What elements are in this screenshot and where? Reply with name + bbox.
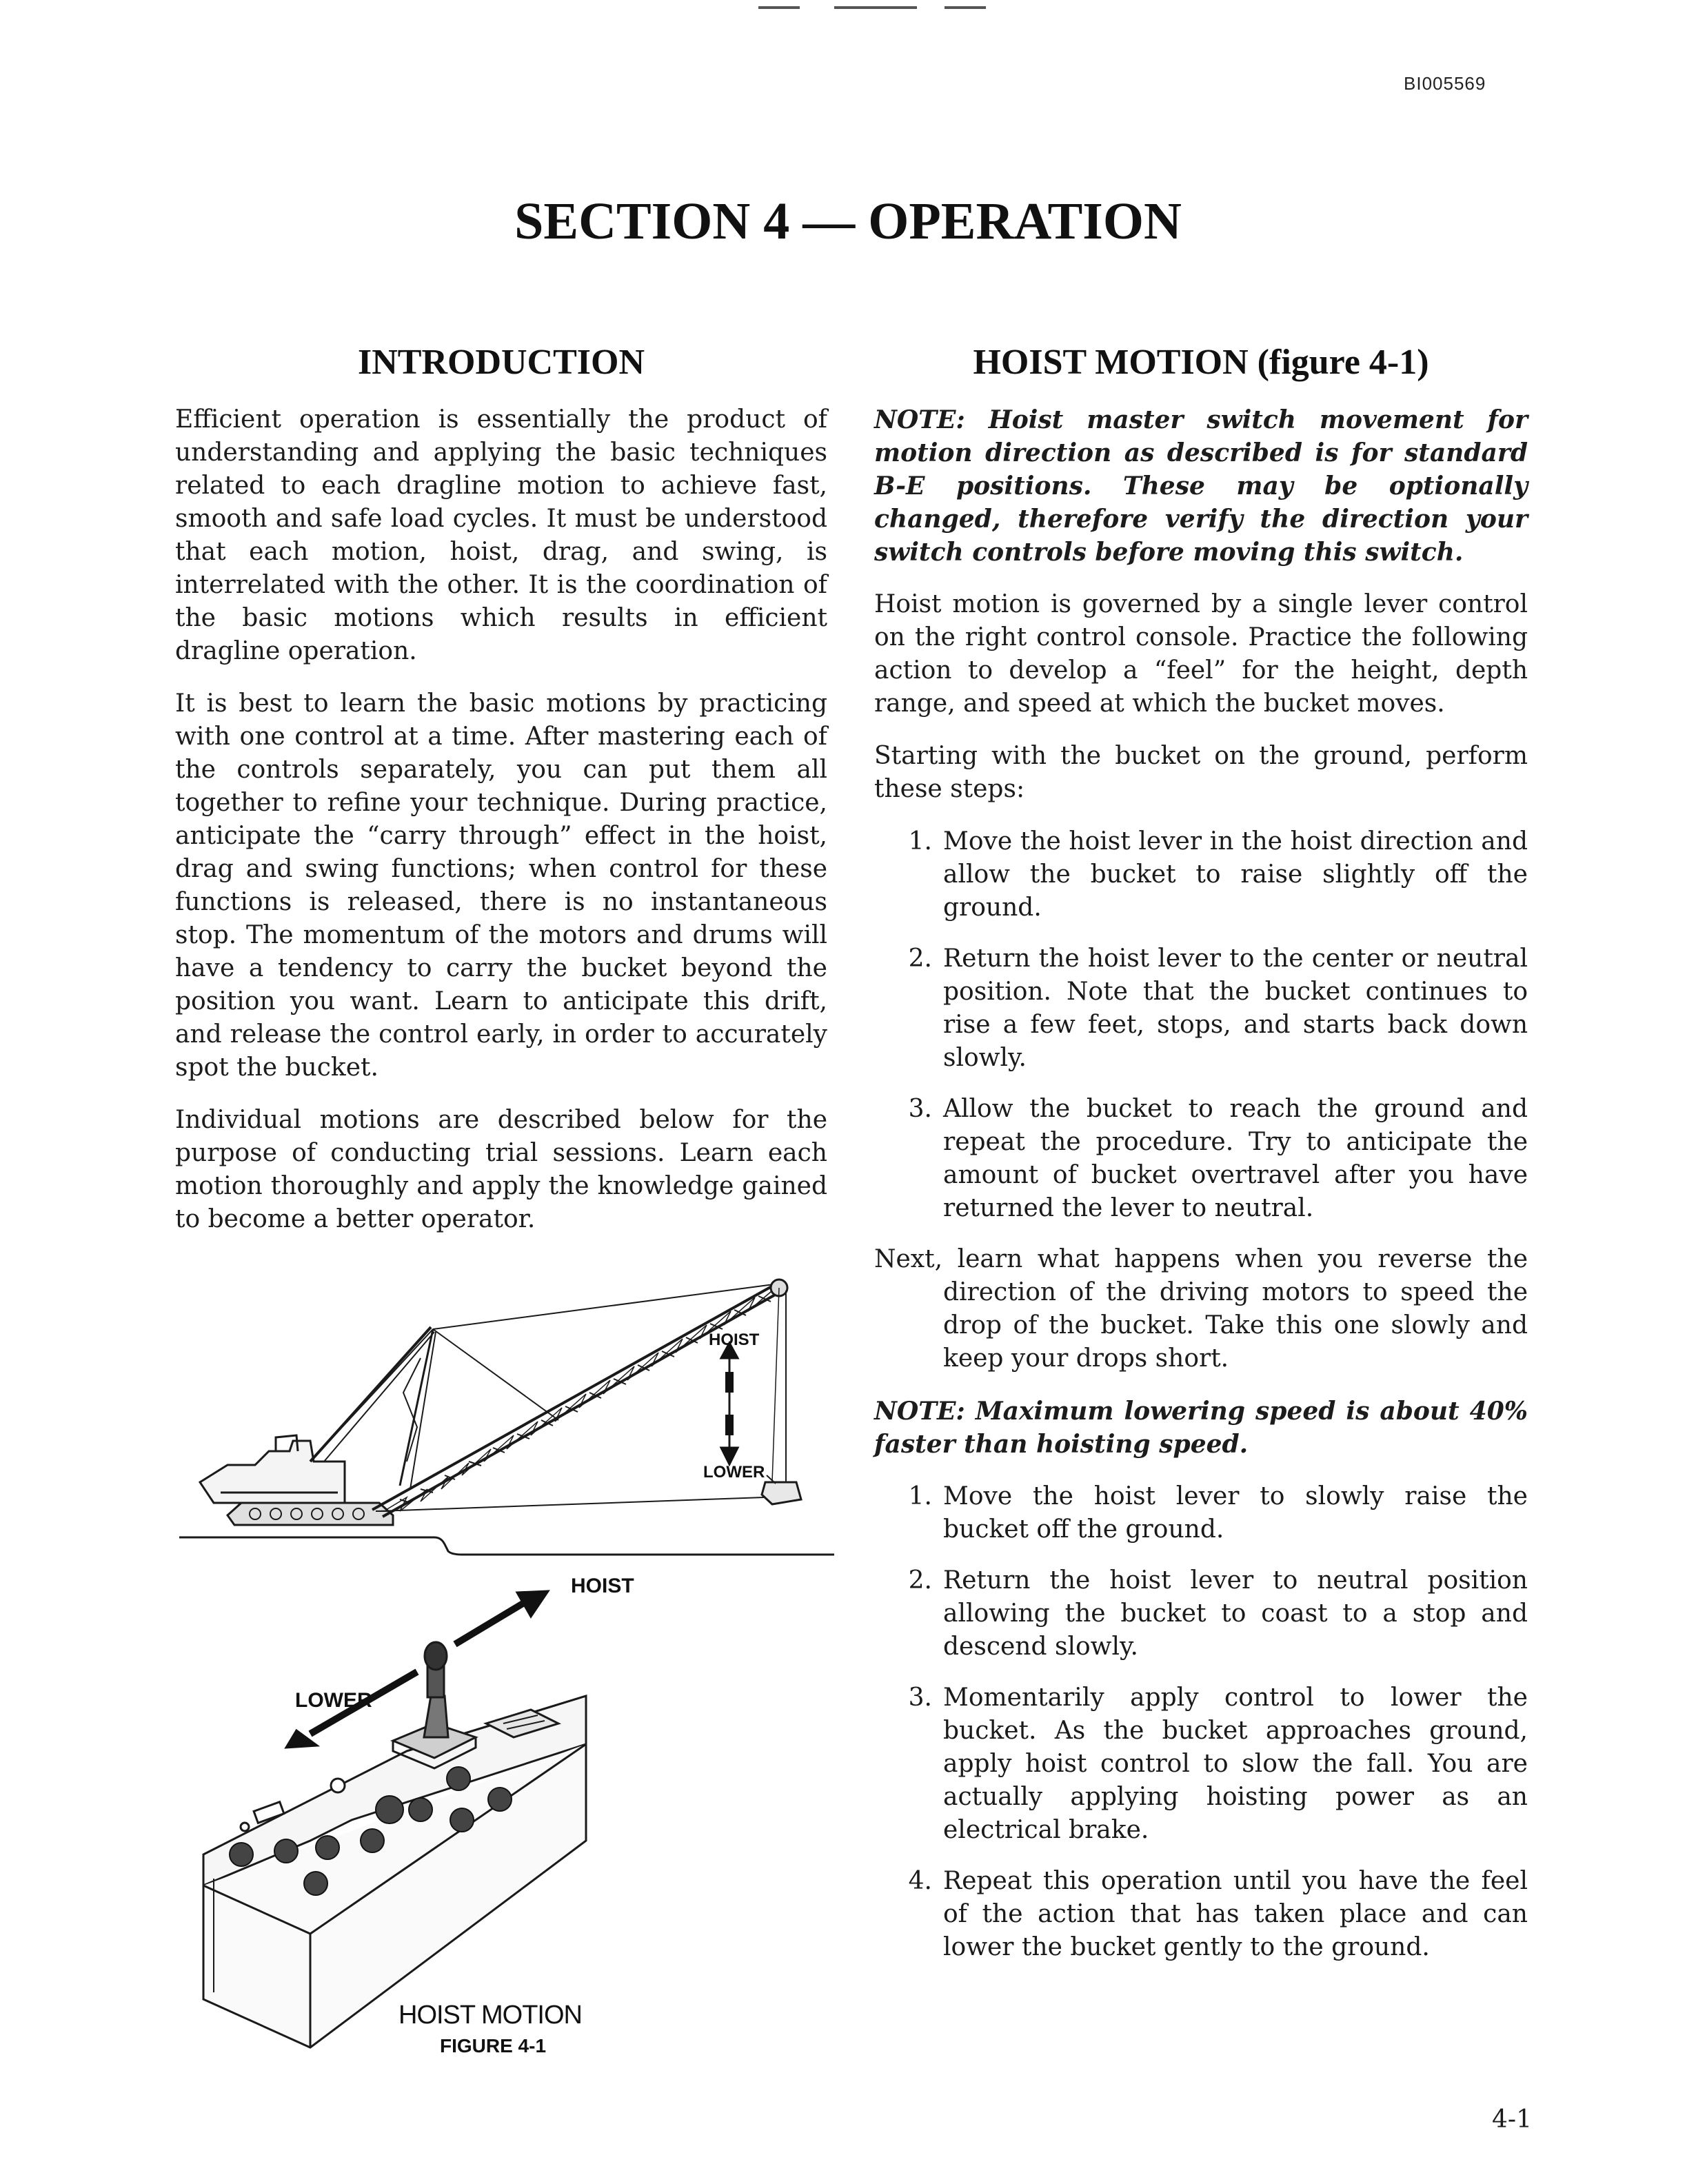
step-number: 3. bbox=[908, 1095, 932, 1123]
steps-list-1 bbox=[874, 825, 1528, 1225]
list-item bbox=[874, 825, 1528, 924]
step-number: 1. bbox=[908, 827, 932, 856]
step-text: Repeat this operation until you have the feel of the action that has taken place and can lower the bucket gently to the ground. bbox=[943, 1867, 1528, 1961]
hoist-motion-figure bbox=[172, 1255, 848, 2068]
list-item bbox=[874, 1865, 1528, 1964]
document-id: BI005569 bbox=[1404, 73, 1486, 94]
right-column bbox=[874, 342, 1528, 1982]
step-number: 2. bbox=[908, 944, 932, 973]
left-column bbox=[175, 342, 827, 1255]
intro-paragraph-2: It is best to learn the basic motions by practicing with one control at a time. After mastering each of the controls separately, you can put them all together to refine your technique. During practice, anticipate the “carry through” effect in the hoist, drag and swing functions; when control for these functions is released, there is no instantaneous stop. The momentum of the motors and drums will have a tendency to carry the bucket beyond the position you want. Learn to anticipate this drift, and release the control early, in order to accurately spot the bucket. bbox=[175, 689, 827, 1082]
intro-paragraph-1: Efficient operation is essentially the product of understanding and applying the basic techniques related to each dragline motion to achieve fast, smooth and safe load cycles. It must be understood that each motion, hoist, drag, and swing, is interrelated with the other. It is the coordination of the basic motions which results in efficient dragline operation. bbox=[175, 405, 827, 665]
page-title: SECTION 4 — OPERATION bbox=[514, 192, 1182, 250]
label-hoist-top: HOIST bbox=[709, 1331, 760, 1349]
hoist-paragraph-1: Hoist motion is governed by a single lever control on the right control console. Practice the following action to develop a “feel” for the height, depth range, and speed at which the bucket moves. bbox=[874, 590, 1528, 718]
step-text: Momentarily apply control to lower the bucket. As the bucket approaches ground, apply hoist control to slow the fall. You are actually applying hoisting power as an electrical brake. bbox=[943, 1684, 1528, 1844]
intro-paragraph-3: Individual motions are described below for the purpose of conducting trial sessions. Learn each motion thoroughly and apply the knowledge gained to become a better operator. bbox=[175, 1106, 827, 1233]
step-number: 3. bbox=[908, 1684, 932, 1712]
step-text: Return the hoist lever to neutral position allowing the bucket to coast to a stop and descend slowly. bbox=[943, 1566, 1528, 1661]
list-item bbox=[874, 1681, 1528, 1847]
figure-caption-title: HOIST MOTION bbox=[398, 2001, 582, 2030]
step-number: 2. bbox=[908, 1566, 932, 1595]
scan-top-mark bbox=[751, 0, 1000, 4]
list-item bbox=[874, 1480, 1528, 1546]
hoist-motion-heading: HOIST MOTION (figure 4-1) bbox=[973, 343, 1429, 382]
step-text: Move the hoist lever in the hoist direction and allow the bucket to raise slightly off the ground. bbox=[943, 827, 1528, 922]
note-switch-direction: NOTE: Hoist master switch movement for motion direction as described is for standard B-E positions. These may be optionally changed, therefore verify the direction your switch controls before moving this switch. bbox=[874, 405, 1528, 567]
steps-list-2 bbox=[874, 1480, 1528, 1964]
label-lower-top: LOWER bbox=[703, 1463, 765, 1482]
step-number: 4. bbox=[908, 1867, 932, 1895]
page-number: 4-1 bbox=[1492, 2105, 1532, 2134]
list-item bbox=[874, 942, 1528, 1075]
label-lower-bottom: LOWER bbox=[295, 1689, 372, 1712]
dragline-and-console-illustration bbox=[172, 1255, 848, 2068]
step-text: Move the hoist lever to slowly raise the bucket off the ground. bbox=[943, 1482, 1528, 1544]
label-hoist-bottom: HOIST bbox=[571, 1575, 634, 1597]
figure-caption-number: FIGURE 4-1 bbox=[440, 2035, 547, 2056]
step-text: Allow the bucket to reach the ground and repeat the procedure. Try to anticipate the amount of bucket overtravel after you have returned the lever to neutral. bbox=[943, 1095, 1528, 1222]
hoist-paragraph-2: Starting with the bucket on the ground, perform these steps: bbox=[874, 742, 1528, 803]
step-number: 1. bbox=[908, 1482, 932, 1510]
list-item bbox=[874, 1093, 1528, 1225]
note-lowering-speed: NOTE: Maximum lowering speed is about 40% faster than hoisting speed. bbox=[874, 1397, 1528, 1459]
list-item bbox=[874, 1564, 1528, 1664]
introduction-heading: INTRODUCTION bbox=[357, 343, 645, 382]
hoist-paragraph-3: Next, learn what happens when you reverse the direction of the driving motors to speed the drop of the bucket. Take this one slowly and keep your drops short. bbox=[874, 1245, 1528, 1373]
step-text: Return the hoist lever to the center or neutral position. Note that the bucket continues to rise a few feet, stops, and starts back down slowly. bbox=[943, 944, 1528, 1072]
